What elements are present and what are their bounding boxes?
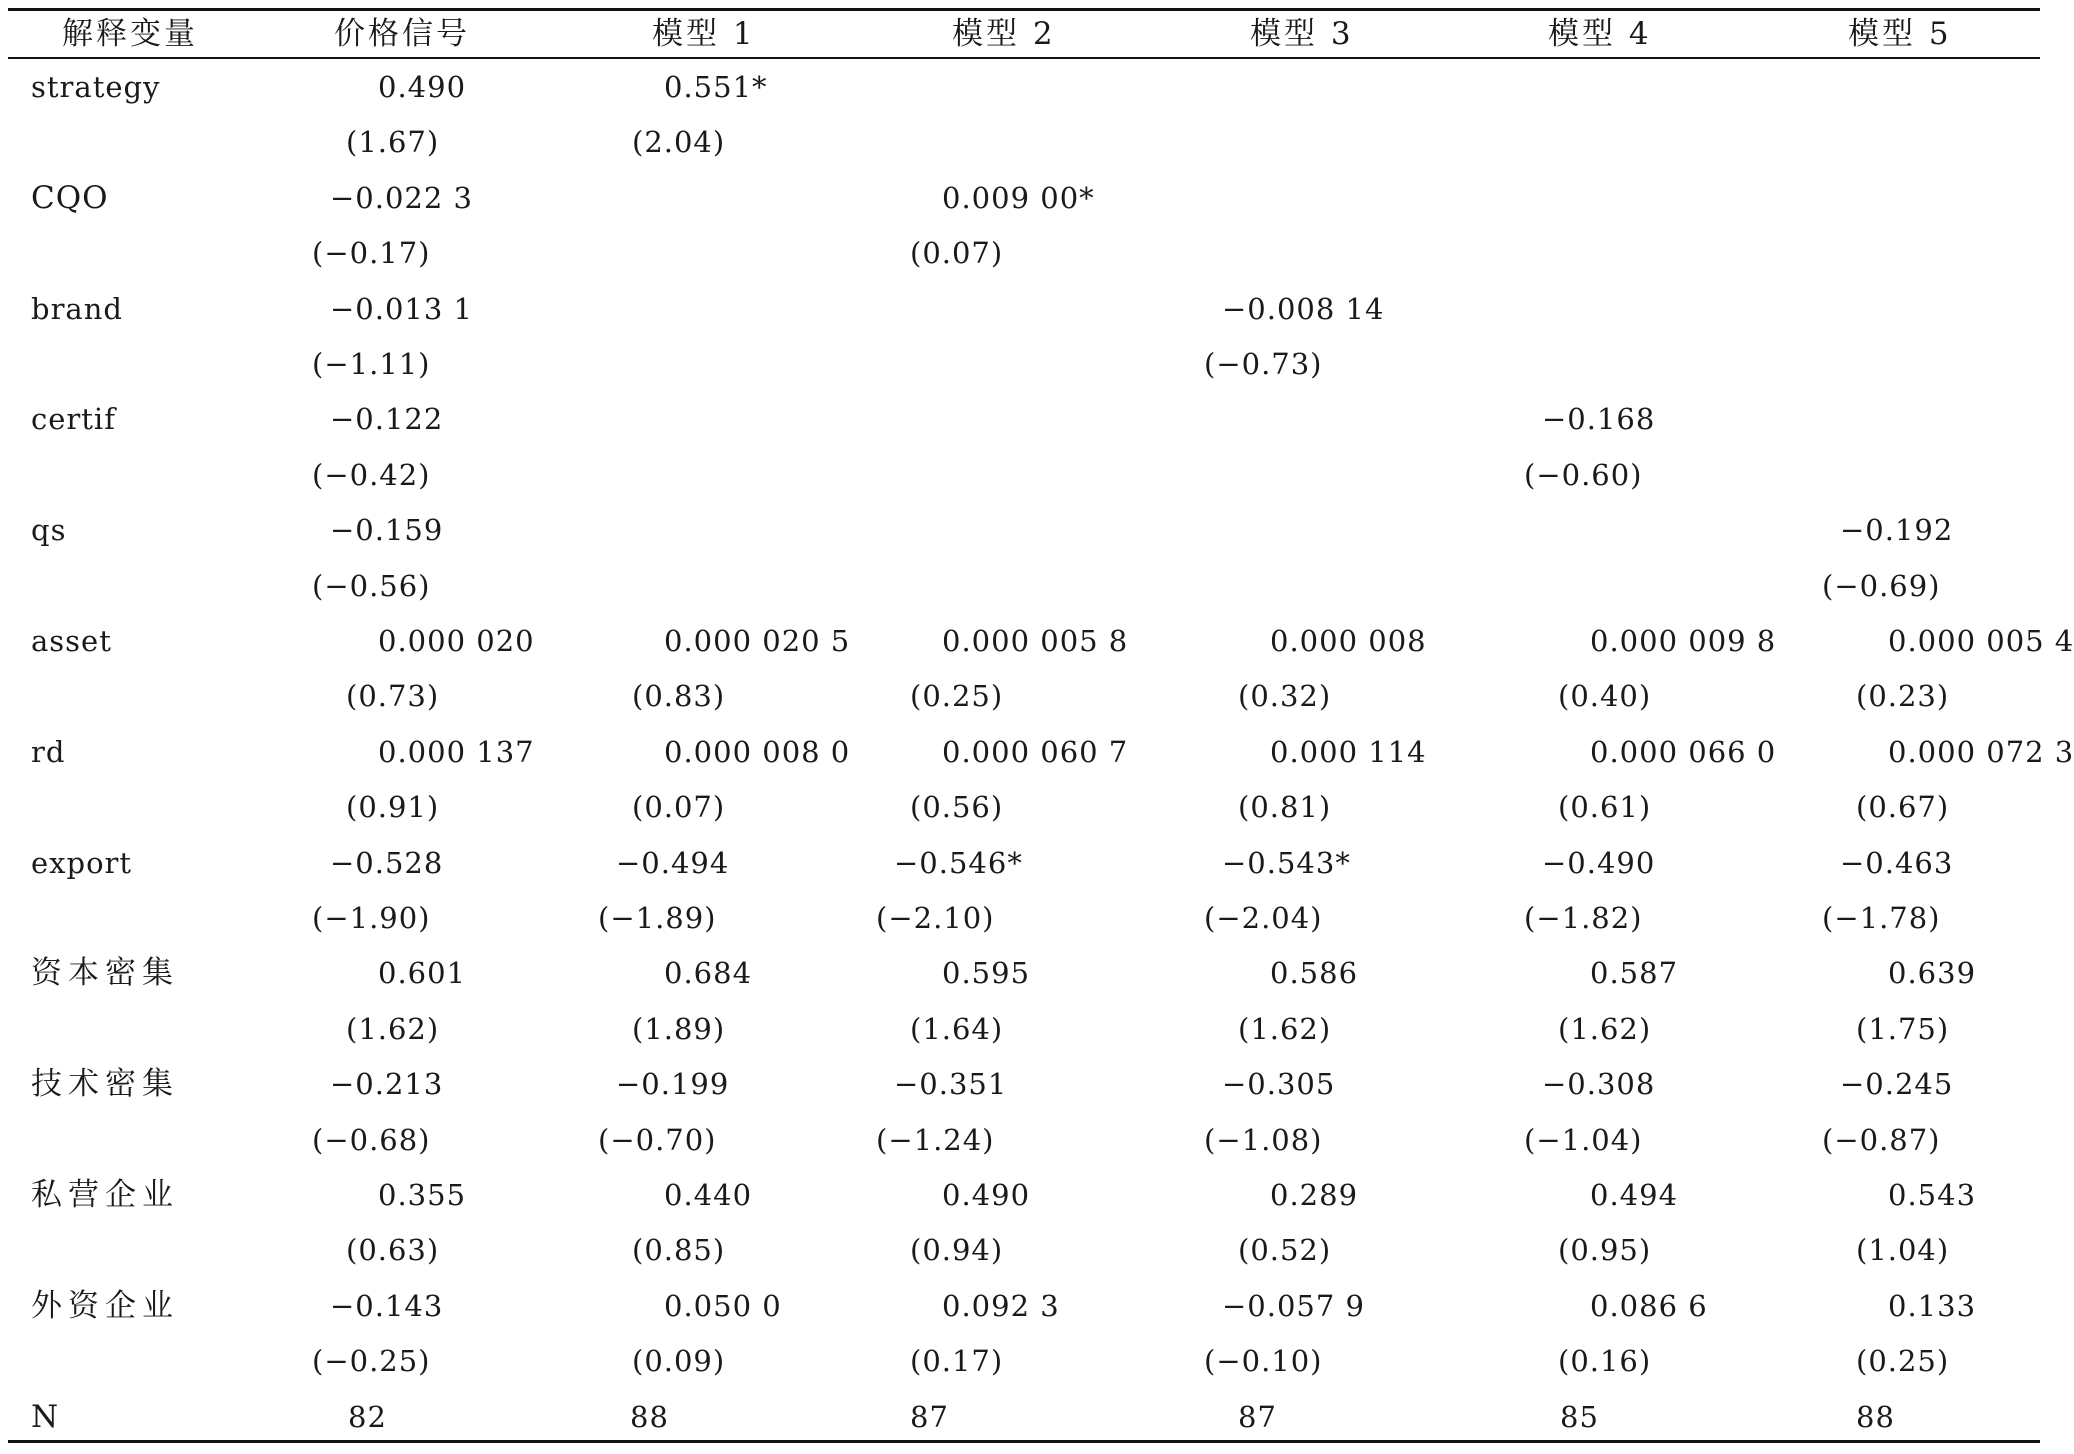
coefficient-cell: 0.684 — [664, 956, 753, 991]
t-statistic-cell: (−1.78) — [1822, 901, 1941, 935]
row-label: qs — [31, 513, 67, 548]
header-model-4: 模型 4 — [1548, 16, 1652, 52]
row-label: 资本密集 — [31, 955, 179, 992]
t-statistic-cell: (0.61) — [1558, 790, 1652, 825]
coefficient-cell: 0.543 — [1888, 1178, 1977, 1212]
t-statistic-cell: (1.89) — [632, 1011, 726, 1046]
coefficient-cell: −0.305 — [1222, 1067, 1336, 1102]
t-statistic-cell: (−2.04) — [1204, 901, 1323, 935]
coefficient-cell: −0.057 9 — [1222, 1288, 1365, 1323]
coefficient-cell: 0.000 009 8 — [1590, 624, 1777, 658]
t-statistic-cell: (1.64) — [910, 1011, 1004, 1046]
coefficient-cell: −0.494 — [616, 845, 730, 880]
t-statistic-cell: (−0.10) — [1204, 1344, 1323, 1379]
t-statistic-cell: (0.94) — [910, 1233, 1004, 1268]
t-statistic-cell: (−1.11) — [312, 347, 431, 381]
row-label: 私营企业 — [31, 1177, 179, 1213]
top-rule — [8, 8, 2040, 11]
coefficient-cell: 0.000 020 5 — [664, 624, 851, 658]
t-statistic-cell: (0.83) — [632, 679, 726, 714]
coefficient-cell: −0.546* — [894, 845, 1023, 880]
n-value-cell: 85 — [1560, 1399, 1599, 1434]
n-label: N — [31, 1398, 60, 1435]
coefficient-cell: −0.159 — [330, 513, 444, 548]
t-statistic-cell: (−0.70) — [598, 1122, 717, 1157]
t-statistic-cell: (−0.25) — [312, 1344, 431, 1379]
t-statistic-cell: (0.40) — [1558, 679, 1652, 714]
t-statistic-cell: (−1.04) — [1524, 1122, 1643, 1157]
t-statistic-cell: (0.25) — [910, 679, 1004, 714]
coefficient-cell: −0.490 — [1542, 845, 1656, 880]
coefficient-cell: 0.490 — [378, 70, 467, 104]
t-statistic-cell: (0.81) — [1238, 790, 1332, 825]
t-statistic-cell: (−0.42) — [312, 457, 431, 492]
t-statistic-cell: (−0.17) — [312, 236, 431, 271]
coefficient-cell: 0.009 00* — [942, 180, 1095, 215]
header-price-signal: 价格信号 — [334, 16, 470, 52]
coefficient-cell: 0.092 3 — [942, 1288, 1060, 1323]
t-statistic-cell: (−1.89) — [598, 901, 717, 935]
header-rule — [8, 57, 2040, 59]
row-label: certif — [31, 402, 116, 437]
coefficient-cell: 0.000 005 4 — [1888, 624, 2074, 658]
t-statistic-cell: (−0.73) — [1204, 347, 1323, 381]
coefficient-cell: −0.192 — [1840, 513, 1954, 548]
coefficient-cell: 0.000 020 — [378, 624, 535, 658]
t-statistic-cell: (1.62) — [1558, 1011, 1652, 1046]
coefficient-cell: 0.000 008 0 — [664, 734, 851, 769]
header-model-3: 模型 3 — [1250, 16, 1354, 52]
coefficient-cell: −0.122 — [330, 402, 444, 437]
t-statistic-cell: (0.95) — [1558, 1233, 1652, 1268]
coefficient-cell: −0.213 — [330, 1067, 444, 1102]
row-label: export — [31, 845, 133, 880]
t-statistic-cell: (0.91) — [346, 790, 440, 825]
bottom-rule — [8, 1440, 2040, 1443]
coefficient-cell: −0.245 — [1840, 1067, 1954, 1102]
coefficient-cell: −0.022 3 — [330, 180, 473, 215]
header-model-1: 模型 1 — [652, 16, 756, 52]
t-statistic-cell: (1.62) — [1238, 1011, 1332, 1046]
t-statistic-cell: (−0.87) — [1822, 1122, 1941, 1157]
coefficient-cell: 0.086 6 — [1590, 1288, 1708, 1323]
t-statistic-cell: (−1.24) — [876, 1122, 995, 1157]
coefficient-cell: 0.639 — [1888, 956, 1977, 991]
coefficient-cell: −0.008 14 — [1222, 291, 1385, 326]
t-statistic-cell: (0.23) — [1856, 679, 1950, 714]
t-statistic-cell: (−0.56) — [312, 568, 431, 603]
row-label: brand — [31, 291, 123, 326]
t-statistic-cell: (0.25) — [1856, 1344, 1950, 1379]
coefficient-cell: 0.133 — [1888, 1288, 1977, 1323]
header-variable: 解释变量 — [62, 16, 198, 52]
coefficient-cell: 0.595 — [942, 956, 1031, 991]
t-statistic-cell: (−1.90) — [312, 901, 431, 935]
coefficient-cell: 0.000 114 — [1270, 734, 1427, 769]
t-statistic-cell: (0.85) — [632, 1233, 726, 1268]
t-statistic-cell: (0.17) — [910, 1344, 1004, 1379]
coefficient-cell: −0.168 — [1542, 402, 1656, 437]
t-statistic-cell: (−1.82) — [1524, 901, 1643, 935]
t-statistic-cell: (0.73) — [346, 679, 440, 714]
t-statistic-cell: (−1.08) — [1204, 1122, 1323, 1157]
t-statistic-cell: (0.63) — [346, 1233, 440, 1268]
t-statistic-cell: (1.75) — [1856, 1011, 1950, 1046]
coefficient-cell: −0.013 1 — [330, 291, 473, 326]
coefficient-cell: 0.490 — [942, 1178, 1031, 1212]
coefficient-cell: 0.289 — [1270, 1178, 1359, 1212]
t-statistic-cell: (−0.68) — [312, 1122, 431, 1157]
t-statistic-cell: (0.67) — [1856, 790, 1950, 825]
t-statistic-cell: (1.62) — [346, 1011, 440, 1046]
coefficient-cell: 0.000 072 3 — [1888, 734, 2074, 769]
coefficient-cell: 0.440 — [664, 1178, 753, 1212]
header-model-2: 模型 2 — [952, 16, 1056, 52]
row-label: 技术密集 — [31, 1066, 179, 1103]
t-statistic-cell: (0.56) — [910, 790, 1004, 825]
t-statistic-cell: (0.07) — [910, 236, 1004, 271]
coefficient-cell: −0.528 — [330, 845, 444, 880]
header-model-5: 模型 5 — [1848, 16, 1952, 52]
coefficient-cell: 0.000 137 — [378, 734, 535, 769]
coefficient-cell: 0.000 060 7 — [942, 734, 1129, 769]
t-statistic-cell: (0.32) — [1238, 679, 1332, 714]
coefficient-cell: −0.543* — [1222, 845, 1351, 880]
t-statistic-cell: (1.04) — [1856, 1233, 1950, 1268]
t-statistic-cell: (−2.10) — [876, 901, 995, 935]
coefficient-cell: 0.050 0 — [664, 1288, 782, 1323]
t-statistic-cell: (0.52) — [1238, 1233, 1332, 1268]
coefficient-cell: 0.000 008 — [1270, 624, 1427, 658]
coefficient-cell: 0.355 — [378, 1178, 467, 1212]
coefficient-cell: −0.143 — [330, 1288, 444, 1323]
t-statistic-cell: (2.04) — [632, 125, 726, 160]
n-value-cell: 88 — [630, 1399, 669, 1434]
row-label: rd — [31, 734, 66, 769]
row-label: CQO — [31, 179, 109, 216]
coefficient-cell: 0.494 — [1590, 1178, 1679, 1212]
coefficient-cell: −0.351 — [894, 1067, 1008, 1102]
coefficient-cell: −0.199 — [616, 1067, 730, 1102]
row-label: strategy — [31, 70, 161, 104]
row-label: 外资企业 — [31, 1287, 179, 1324]
n-value-cell: 87 — [1238, 1399, 1277, 1434]
coefficient-cell: 0.586 — [1270, 956, 1359, 991]
n-value-cell: 88 — [1856, 1399, 1895, 1434]
coefficient-cell: 0.551* — [664, 70, 768, 104]
n-value-cell: 82 — [348, 1399, 387, 1434]
t-statistic-cell: (1.67) — [346, 125, 440, 160]
t-statistic-cell: (0.07) — [632, 790, 726, 825]
coefficient-cell: 0.000 005 8 — [942, 624, 1129, 658]
coefficient-cell: −0.463 — [1840, 845, 1954, 880]
n-value-cell: 87 — [910, 1399, 949, 1434]
coefficient-cell: −0.308 — [1542, 1067, 1656, 1102]
coefficient-cell: 0.587 — [1590, 956, 1679, 991]
t-statistic-cell: (0.09) — [632, 1344, 726, 1379]
coefficient-cell: 0.000 066 0 — [1590, 734, 1777, 769]
coefficient-cell: 0.601 — [378, 956, 467, 991]
row-label: asset — [31, 624, 112, 658]
t-statistic-cell: (−0.60) — [1524, 457, 1643, 492]
t-statistic-cell: (0.16) — [1558, 1344, 1652, 1379]
t-statistic-cell: (−0.69) — [1822, 568, 1941, 603]
